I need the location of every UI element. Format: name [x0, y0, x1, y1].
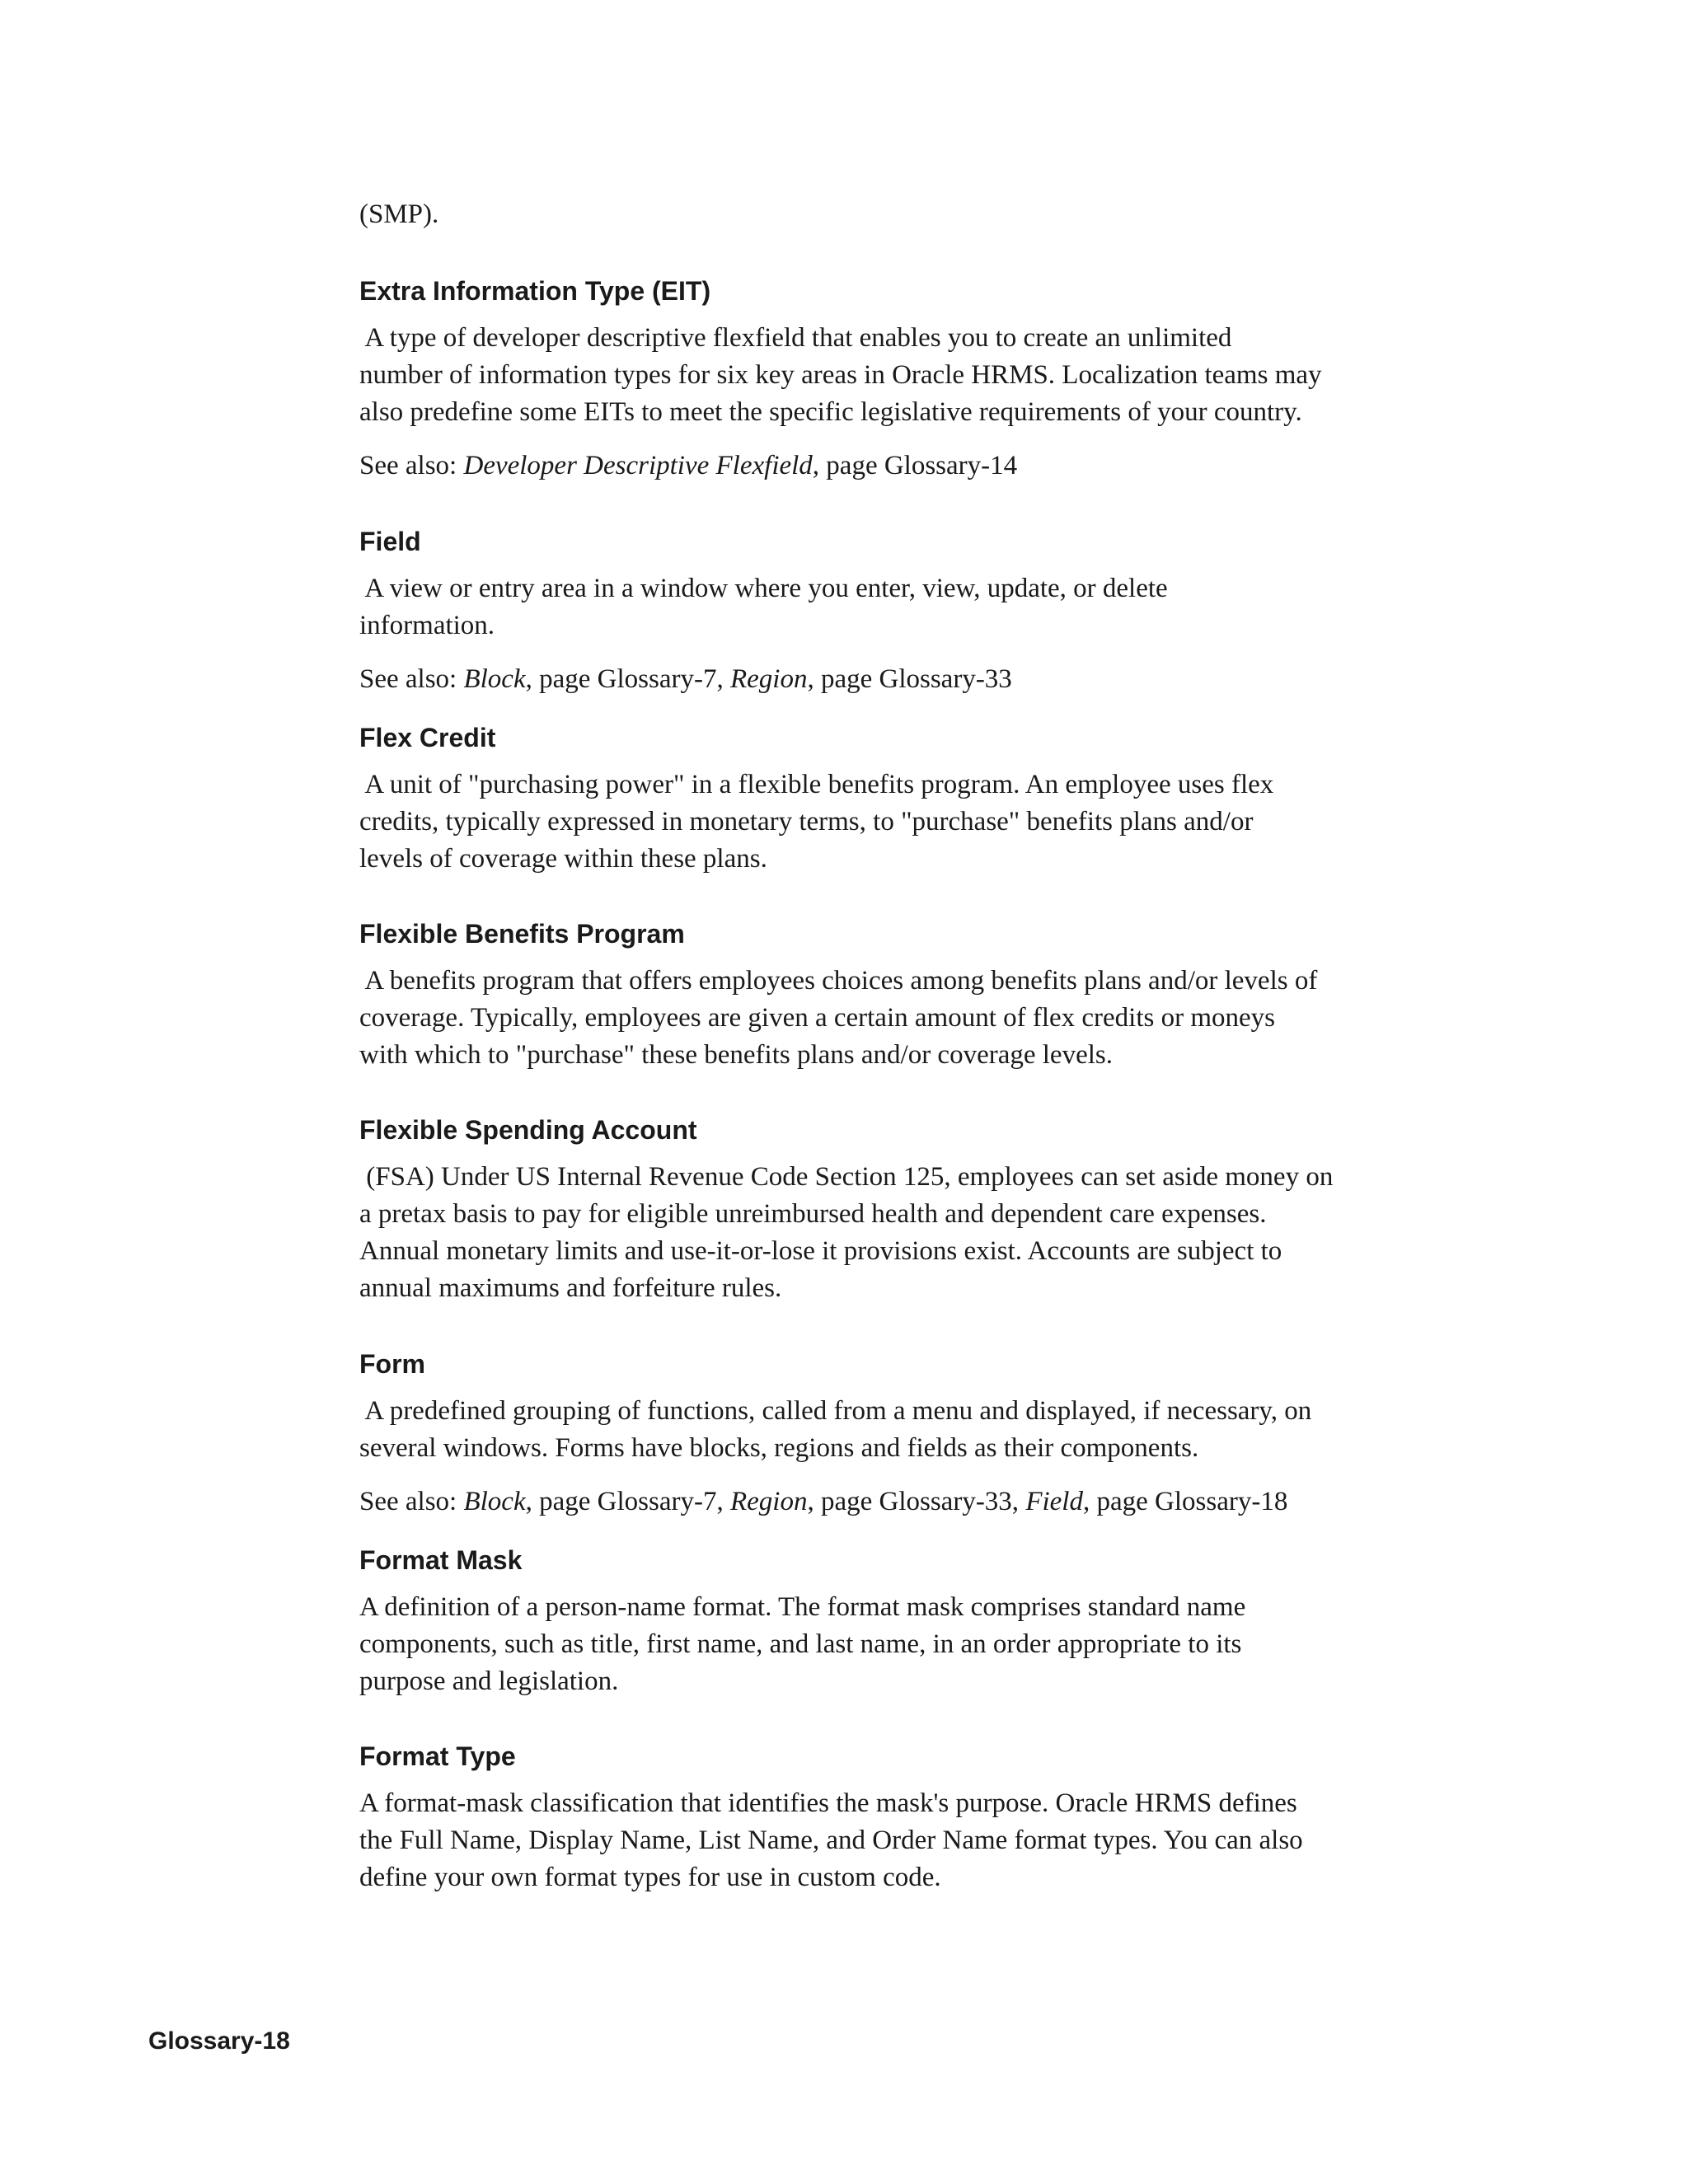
see-also-link[interactable]: Region — [729, 664, 808, 694]
definition-line: define your own format types for use in custom code. — [359, 1863, 941, 1892]
definition-line: A view or entry area in a window where you enter, view, update, or delete — [359, 574, 1168, 603]
glossary-entry — [359, 274, 1447, 485]
see-also-link[interactable]: Developer Descriptive Flexfield — [463, 451, 813, 480]
see-also — [359, 1483, 1447, 1521]
see-also-link[interactable]: Block — [463, 664, 526, 694]
continuation-text: (SMP). — [359, 199, 439, 229]
see-also — [359, 448, 1447, 485]
definition-line: with which to "purchase" these benefits plans and/or coverage levels. — [359, 1040, 1113, 1070]
glossary-term: Extra Information Type (EIT) — [359, 276, 711, 306]
glossary-definition — [359, 570, 1447, 644]
glossary-term: Format Type — [359, 1741, 516, 1771]
glossary-term: Flexible Benefits Program — [359, 919, 685, 949]
definition-line: A unit of "purchasing power" in a flexible benefits program. An employee uses flex — [359, 770, 1274, 799]
see-also — [359, 661, 1447, 698]
glossary-entry — [359, 1740, 1447, 1896]
definition-line: levels of coverage within these plans. — [359, 844, 767, 874]
definition-line: A definition of a person-name format. The format mask comprises standard name — [359, 1592, 1246, 1622]
see-also-prefix: See also: — [359, 1487, 464, 1516]
glossary-entry — [359, 1347, 1447, 1521]
glossary-definition — [359, 1785, 1447, 1896]
glossary-entry — [359, 1544, 1447, 1700]
see-also-prefix: See also: — [359, 451, 464, 480]
see-also-page: , page Glossary-7, — [525, 664, 730, 694]
glossary-term: Flex Credit — [359, 723, 496, 752]
glossary-definition — [359, 1589, 1447, 1700]
glossary-definition — [359, 320, 1447, 431]
see-also-page: , page Glossary-7, — [525, 1487, 730, 1516]
glossary-term: Format Mask — [359, 1545, 523, 1575]
definition-line: A benefits program that offers employees choices among benefits plans and/or levels of — [359, 966, 1318, 996]
glossary-term: Flexible Spending Account — [359, 1115, 697, 1145]
see-also-prefix: See also: — [359, 664, 464, 694]
definition-line: (FSA) Under US Internal Revenue Code Section 125, employees can set aside money on — [359, 1162, 1334, 1192]
glossary-entry — [359, 721, 1447, 878]
glossary-term: Field — [359, 527, 421, 556]
glossary-definition — [359, 766, 1447, 878]
glossary-entry — [359, 1113, 1447, 1307]
glossary-definition — [359, 1159, 1447, 1307]
glossary-entry — [359, 917, 1447, 1074]
definition-line: the Full Name, Display Name, List Name, and Order Name format types. You can also — [359, 1825, 1303, 1855]
see-also-page: , page Glossary-33 — [807, 664, 1012, 694]
definition-line: information. — [359, 611, 495, 640]
definition-line: purpose and legislation. — [359, 1666, 619, 1696]
definition-line: A type of developer descriptive flexfield that enables you to create an unlimited — [359, 323, 1232, 353]
see-also-link[interactable]: Region — [729, 1487, 808, 1516]
see-also-page: , page Glossary-14 — [812, 451, 1018, 480]
glossary-term: Form — [359, 1349, 425, 1379]
definition-line: a pretax basis to pay for eligible unreimbursed health and dependent care expenses. — [359, 1199, 1267, 1229]
page-number: Glossary-18 — [148, 2027, 290, 2055]
definition-line: annual maximums and forfeiture rules. — [359, 1273, 782, 1303]
definition-line: several windows. Forms have blocks, regions and fields as their components. — [359, 1433, 1199, 1463]
glossary-definition — [359, 963, 1447, 1074]
definition-line: components, such as title, first name, and last name, in an order appropriate to its — [359, 1629, 1242, 1659]
definition-line: credits, typically expressed in monetary terms, to "purchase" benefits plans and/or — [359, 807, 1254, 837]
definition-line: A predefined grouping of functions, called from a menu and displayed, if necessary, on — [359, 1396, 1312, 1426]
see-also-link[interactable]: Field — [1025, 1487, 1083, 1516]
see-also-link[interactable]: Block — [463, 1487, 526, 1516]
see-also-page: , page Glossary-33, — [807, 1487, 1026, 1516]
definition-line: coverage. Typically, employees are given a certain amount of flex credits or moneys — [359, 1003, 1276, 1033]
see-also-page: , page Glossary-18 — [1082, 1487, 1288, 1516]
definition-line: number of information types for six key areas in Oracle HRMS. Localization teams may — [359, 360, 1322, 390]
definition-line: Annual monetary limits and use-it-or-lose it provisions exist. Accounts are subject to — [359, 1236, 1282, 1266]
glossary-definition — [359, 1393, 1447, 1467]
definition-line: also predefine some EITs to meet the specific legislative requirements of your country. — [359, 397, 1302, 427]
definition-line: A format-mask classification that identifies the mask's purpose. Oracle HRMS defines — [359, 1788, 1297, 1818]
glossary-entry — [359, 525, 1447, 698]
